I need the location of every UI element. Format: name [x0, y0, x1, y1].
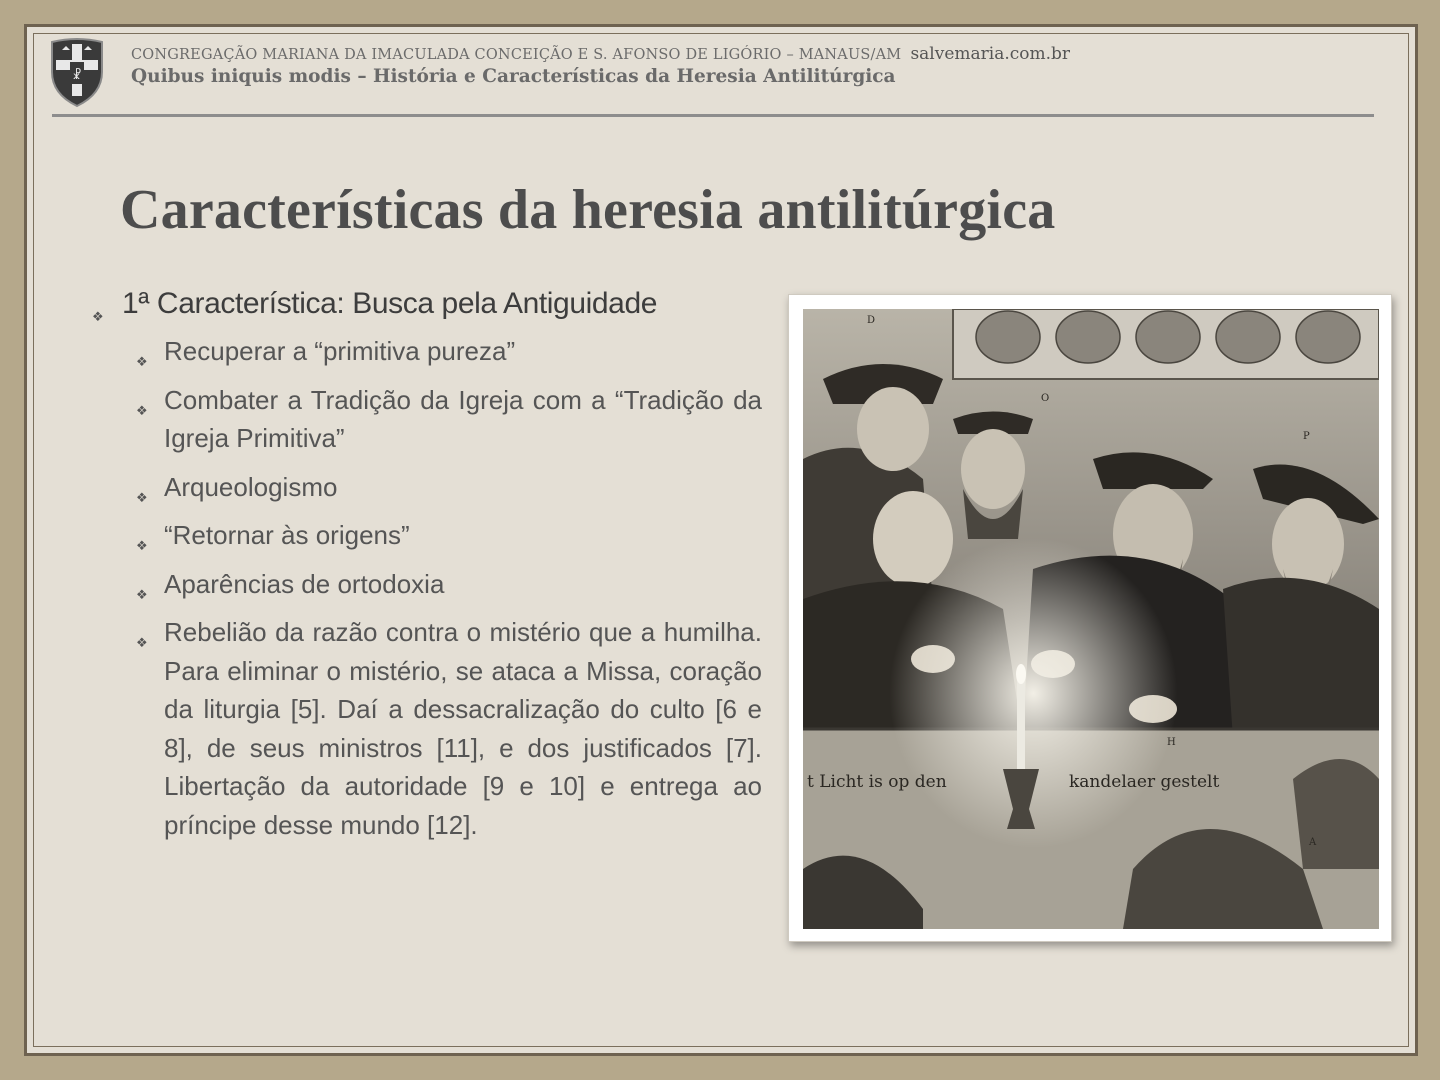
sub-bullet-text: “Retornar às origens” [164, 520, 410, 550]
sub-bullet [136, 468, 762, 507]
website-text: salvemaria.com.br [910, 44, 1071, 64]
bullet-list [92, 284, 762, 854]
plate-letter: H [1167, 737, 1176, 748]
reformers-engraving-image [803, 309, 1379, 929]
organization-name: CONGREGAÇÃO MARIANA DA IMACULADA CONCEIÇÃO E S. AFONSO DE LIGÓRIO – MANAUS/AM [131, 47, 902, 63]
diamond-bullet-icon: ❖ [136, 354, 148, 369]
diamond-bullet-icon: ❖ [136, 402, 148, 418]
diamond-bullet-icon: ❖ [136, 635, 148, 650]
slide-title: Características da heresia antilitúrgica [120, 179, 1056, 241]
congregation-shield-logo [48, 36, 106, 108]
svg-text:☧: ☧ [72, 68, 82, 82]
sub-bullet [136, 613, 762, 844]
sub-bullet-text: Arqueologismo [164, 471, 338, 502]
engraving-photo-frame [788, 294, 1392, 942]
header-organization-line [131, 44, 1070, 64]
main-bullet [92, 284, 762, 324]
header-divider [52, 114, 1374, 117]
sub-bullet [136, 381, 762, 458]
diamond-bullet-icon: ❖ [136, 538, 148, 553]
plate-letter: A [1309, 837, 1317, 848]
plate-letter: P [1303, 431, 1310, 442]
sub-bullet-text: Aparências de ortodoxia [164, 568, 445, 599]
plate-letter: O [1041, 393, 1050, 404]
diamond-bullet-icon: ❖ [136, 586, 148, 602]
sub-bullet-text: Combater a Tradição da Igreja com a “Tradição da Igreja Primitiva” [164, 384, 762, 453]
main-bullet-text: 1ª Característica: Busca pela Antiguidade [122, 287, 658, 320]
engraving-caption-left: t Licht is op den [807, 772, 947, 792]
sub-bullet [136, 565, 762, 604]
plate-letter: D [867, 315, 876, 326]
sub-bullet-text: Recuperar a “primitiva pureza” [164, 336, 516, 366]
engraving-caption-right: kandelaer gestelt [1069, 772, 1220, 792]
diamond-bullet-icon: ❖ [92, 309, 104, 324]
sub-bullet [136, 332, 762, 371]
header-subtitle: Quibus iniquis modis – História e Características da Heresia Antilitúrgica [131, 66, 896, 87]
sub-bullet-text: Rebelião da razão contra o mistério que a humilha. Para eliminar o mistério, se ataca a Missa, coração da liturgia [5]. Daí a dessacralização do culto [6 e 8], de seus ministros [11], e dos justificados [7]. Libertação da autoridade [9 e 10] e entrega ao príncipe desse mundo [12]. [164, 617, 762, 840]
diamond-bullet-icon: ❖ [136, 489, 148, 505]
sub-bullet [136, 516, 762, 555]
